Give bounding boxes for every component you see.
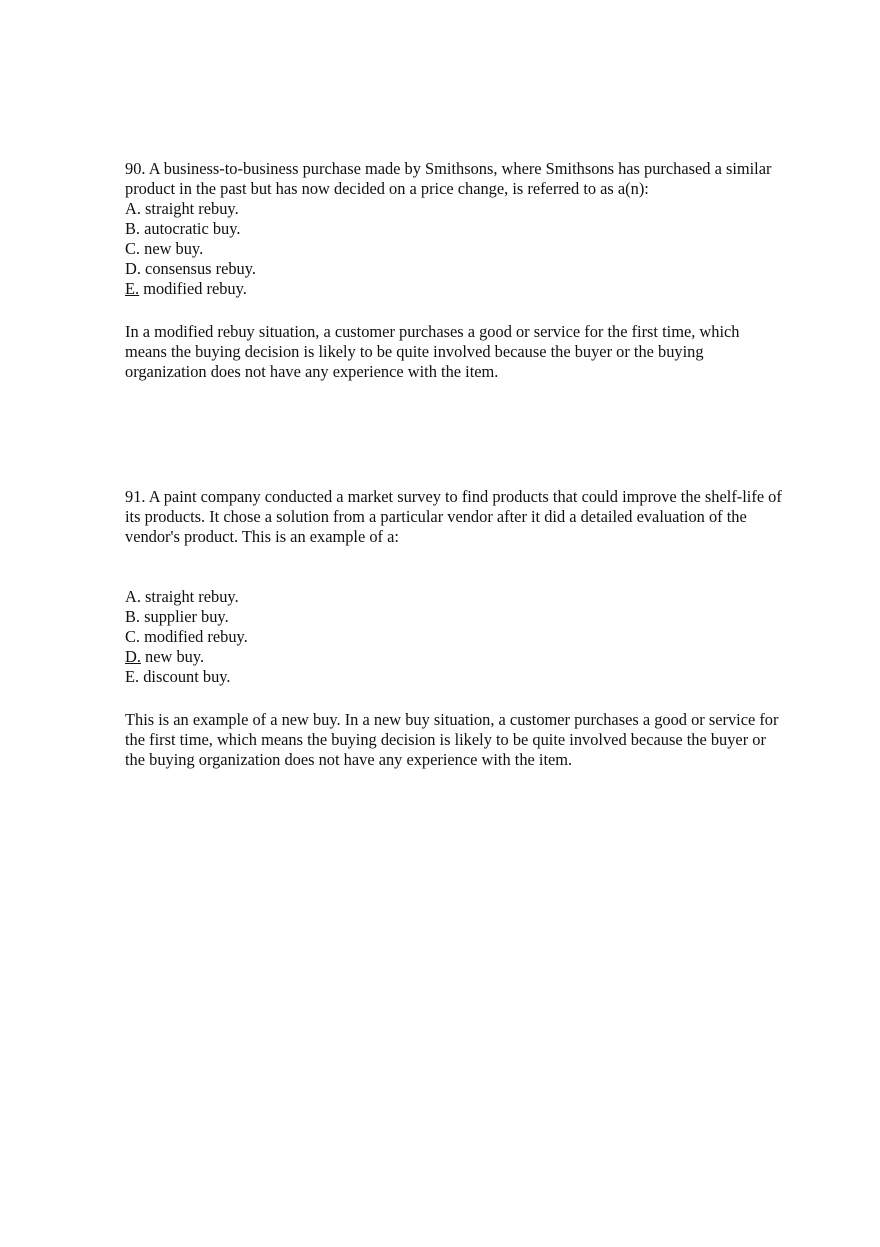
answer-option-a: [125, 587, 785, 607]
question-text: A paint company conducted a market survey to find products that could improve the shelf-life of its products. It chose a solution from a particular vendor after it did a detailed evaluation of the vendor's product. This is an example of a:: [125, 487, 782, 546]
option-letter: A.: [125, 587, 141, 606]
option-letter: C.: [125, 239, 141, 258]
answer-option-d: [125, 259, 785, 279]
answer-option-e: [125, 667, 785, 687]
answer-options: [125, 199, 785, 299]
question-stem: [125, 487, 785, 547]
option-text: discount buy.: [143, 667, 231, 686]
question-text: A business-to-business purchase made by Smithsons, where Smithsons has purchased a similar product in the past but has now decided on a price change, is referred to as a(n):: [125, 159, 772, 198]
question-number: 90.: [125, 159, 146, 178]
answer-explanation: This is an example of a new buy. In a new buy situation, a customer purchases a good or service for the first time, which means the buying decision is likely to be quite involved because the buyer or the buying organization does not have any experience with the item.: [125, 710, 779, 769]
answer-option-e: [125, 279, 785, 299]
option-letter: C.: [125, 627, 141, 646]
option-letter-correct: E.: [125, 279, 140, 298]
answer-option-c: [125, 239, 785, 259]
answer-option-a: [125, 199, 785, 219]
option-letter: E.: [125, 667, 140, 686]
option-letter-correct: D.: [125, 647, 141, 666]
option-letter: B.: [125, 219, 141, 238]
answer-options: [125, 587, 785, 687]
answer-option-c: [125, 627, 785, 647]
option-text: modified rebuy.: [144, 627, 248, 646]
question-91: [125, 487, 785, 770]
question-stem: [125, 159, 785, 199]
question-number: 91.: [125, 487, 146, 506]
option-letter: A.: [125, 199, 141, 218]
answer-option-b: [125, 219, 785, 239]
answer-option-b: [125, 607, 785, 627]
option-text: straight rebuy.: [145, 587, 239, 606]
option-text: consensus rebuy.: [145, 259, 256, 278]
option-text: modified rebuy.: [143, 279, 247, 298]
option-letter: D.: [125, 259, 141, 278]
answer-explanation: In a modified rebuy situation, a customer purchases a good or service for the first time, which means the buying decision is likely to be quite involved because the buyer or the buying organization does not have any experience with the item.: [125, 322, 740, 381]
option-text: straight rebuy.: [145, 199, 239, 218]
option-text: supplier buy.: [144, 607, 229, 626]
option-text: autocratic buy.: [144, 219, 241, 238]
option-text: new buy.: [144, 239, 204, 258]
answer-option-d: [125, 647, 785, 667]
option-letter: B.: [125, 607, 141, 626]
question-90: [125, 159, 785, 382]
option-text: new buy.: [145, 647, 205, 666]
